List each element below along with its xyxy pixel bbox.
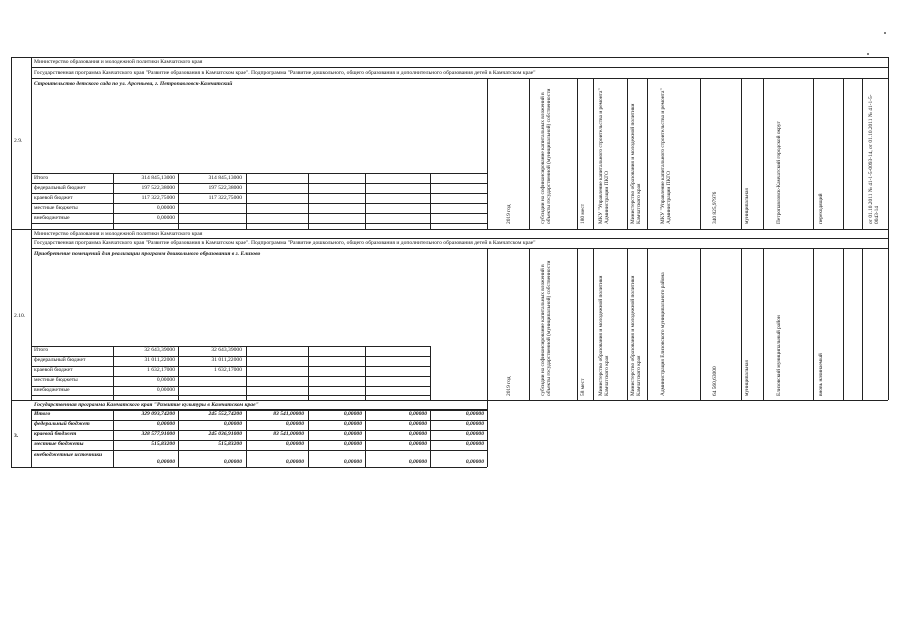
section2-funding-total: 0,00000 <box>156 377 175 383</box>
section1-vertical-text: переходящий <box>818 193 824 224</box>
section3-cell-value: 0,00000 <box>465 459 484 465</box>
section2-funding-row-line <box>31 376 430 377</box>
section3-cell-value: 0,00000 <box>465 441 484 447</box>
section1-vertical-text: субсидии на софинансирование капитальных вложений в объекты государственной (муниципальной) собственности <box>540 88 552 224</box>
section1-funding-total: 0,00000 <box>156 215 175 221</box>
section2-detail-col-line <box>862 248 863 400</box>
section1-funding-year: 117 322,75000 <box>208 195 242 201</box>
section1-funding-row-line <box>31 203 487 204</box>
section2-funding-label: федеральный бюджет <box>34 357 86 363</box>
section3-cell-value: 515,83200 <box>218 441 242 447</box>
section2-funding-total: 32 643,39000 <box>144 347 175 353</box>
section2-funding-label: краевой бюджет <box>34 367 73 373</box>
section3-row-label: федеральный бюджет <box>34 421 90 427</box>
section3-cell-value: 245 552,74200 <box>208 411 242 417</box>
section2-detail-col-line <box>487 248 488 400</box>
section1-funding-year: 197 522,38000 <box>208 185 242 191</box>
section3-cell-value: 515,83200 <box>151 441 175 447</box>
section2-detail-col-line <box>813 248 814 400</box>
section1-detail-col-line <box>627 78 628 229</box>
section2-funding-row-line <box>31 395 430 396</box>
section1-funding-total: 0,00000 <box>156 205 175 211</box>
section3-cell-value: 0,00000 <box>285 459 304 465</box>
section3-cell-value: 83 541,00000 <box>273 411 304 417</box>
scan-speck <box>867 53 869 55</box>
section1-ministry-title: Министерство образования и молодежной политики Камчатского края <box>34 59 203 65</box>
section1-funding-label: федеральный бюджет <box>34 185 86 191</box>
section3-cell-value: 245 036,91000 <box>208 431 242 437</box>
section3-cell-value: 0,00000 <box>343 441 362 447</box>
section3-col-line <box>31 409 32 467</box>
section3-cell-value: 0,00000 <box>465 411 484 417</box>
section2-funding-col-line <box>308 346 309 400</box>
section1-funding-label: краевой бюджет <box>34 195 73 201</box>
section1-program-rule <box>31 78 888 79</box>
section3-cell-value: 0,00000 <box>285 421 304 427</box>
section3-cell-value: 0,00000 <box>285 441 304 447</box>
section2-funding-year: 32 643,39000 <box>211 347 242 353</box>
section3-cell-value: 0,00000 <box>156 459 175 465</box>
section1-detail-col-line <box>741 78 742 229</box>
section1-funding-total: 117 322,75000 <box>141 195 175 201</box>
section1-ministry-rule <box>31 67 888 68</box>
section3-cell-value: 0,00000 <box>465 431 484 437</box>
section2-detail-col-line <box>741 248 742 400</box>
left-frame-line <box>11 57 12 468</box>
section3-cell-value: 0,00000 <box>223 459 242 465</box>
section3-cell-value: 0,00000 <box>156 421 175 427</box>
section1-vertical-text: 2019 год <box>506 204 512 224</box>
section1-object-title: Строительство детского сада по ул. Арсеньева, г. Петропавловск-Камчатский <box>34 81 233 87</box>
section2-funding-col-line <box>178 346 179 400</box>
section3-cell-value: 328 577,91000 <box>141 431 175 437</box>
section1-vertical-text: Петропавловск-Камчатский городской округ <box>776 121 782 224</box>
section2-vertical-text: муниципальная <box>744 360 750 396</box>
section1-row-number: 2.9. <box>14 138 23 144</box>
scan-speck <box>884 32 886 34</box>
section3-cell-value: 0,00000 <box>343 411 362 417</box>
section2-vertical-text: вновь начинаемый <box>818 353 824 396</box>
section1-detail-col-line <box>888 78 889 229</box>
section2-ministry-title: Министерство образования и молодежной политики Камчатского края <box>34 231 203 237</box>
section1-detail-col-line <box>700 78 701 229</box>
section1-detail-col-line <box>813 78 814 229</box>
section1-funding-total: 197 522,38000 <box>141 185 175 191</box>
section3-cell-value: 0,00000 <box>465 421 484 427</box>
section1-top-rule <box>11 57 888 58</box>
section2-funding-col-line <box>31 346 32 400</box>
section2-program-rule <box>31 248 888 249</box>
section2-ministry-rule <box>31 238 888 239</box>
section2-funding-label: местные бюджеты <box>34 377 78 383</box>
section1-vertical-text: МКУ "Управление капитального строительства и ремонта" Администрации ПКГО <box>660 88 672 224</box>
section2-row-number: 2.10. <box>14 313 26 319</box>
section2-funding-col-line <box>430 346 431 400</box>
section2-vertical-text: субсидии на софинансирование капитальных вложений в объекты государственной (муниципальной) собственности <box>540 260 552 396</box>
section1-funding-row-line <box>31 193 487 194</box>
section1-vertical-text: Министерство образования и молодежной политики Камчатского края <box>630 103 642 224</box>
section3-row-label: Итого <box>34 411 51 417</box>
section1-bottom-rule <box>11 229 888 230</box>
section1-funding-row-line <box>31 213 487 214</box>
section3-row-label: внебюджетные источники <box>34 452 103 458</box>
section2-funding-year: 1 632,17000 <box>214 367 242 373</box>
section1-funding-col-line <box>308 173 309 229</box>
section2-funding-total: 0,00000 <box>156 387 175 393</box>
section3-row-label: краевой бюджет <box>34 431 77 437</box>
section1-vertical-text: 180 мест <box>580 203 586 224</box>
section1-detail-col-line <box>577 78 578 229</box>
section1-funding-row-line <box>31 183 487 184</box>
section2-funding-total: 1 632,17000 <box>147 367 175 373</box>
section3-cell-value: 0,00000 <box>343 459 362 465</box>
section3-cell-value: 0,00000 <box>223 421 242 427</box>
section1-funding-col-line <box>31 173 32 229</box>
section1-funding-year: 314 845,13000 <box>208 175 242 181</box>
section3-program-title: Государственная программа Камчатского края "Развитие культуры в Камчатском крае" <box>34 402 259 408</box>
section3-cell-value: 0,00000 <box>408 421 427 427</box>
section1-detail-col-line <box>763 78 764 229</box>
section2-vertical-text: Администрация Елизовского муниципального района <box>660 272 666 396</box>
section1-funding-total: 314 845,13000 <box>141 175 175 181</box>
section3-cell-value: 0,00000 <box>408 459 427 465</box>
section1-funding-col-line <box>430 173 431 229</box>
section2-funding-label: Итого <box>34 347 49 353</box>
section2-detail-col-line <box>700 248 701 400</box>
section3-row-number: 3. <box>14 433 19 439</box>
section2-detail-col-line <box>763 248 764 400</box>
section2-detail-col-line <box>627 248 628 400</box>
section1-funding-col-line <box>365 173 366 229</box>
section2-detail-col-line <box>593 248 594 400</box>
section2-vertical-text: Министерство образования и молодежной политики Камчатского края <box>598 275 610 396</box>
section2-funding-year: 31 011,22000 <box>211 357 242 363</box>
section1-detail-col-line <box>862 78 863 229</box>
section1-funding-row-line <box>31 223 487 224</box>
section2-funding-label: внебюджетные <box>34 387 70 393</box>
section3-row-label: местные бюджеты <box>34 441 84 447</box>
section2-vertical-text: Елизовский муниципальный район <box>776 315 782 396</box>
section2-funding-col-line <box>365 346 366 400</box>
section2-vertical-text: Министерство образования и молодежной политики Камчатского края <box>630 275 642 396</box>
section1-detail-col-line <box>647 78 648 229</box>
section1-funding-label: внебюджетные <box>34 215 70 221</box>
section1-funding-col-line <box>246 173 247 229</box>
section1-funding-label: Итого <box>34 175 49 181</box>
section3-col-line <box>487 409 488 467</box>
section1-program-title: Государственная программа Камчатского края "Развитие образования в Камчатском крае". Подпрограмма "Развитие дошкольного, общего образования и дополнительного образования детей в Камчатском крае" <box>34 70 536 76</box>
section3-bottom-rule <box>11 467 487 468</box>
section1-vertical-text: 340 825,97976 <box>712 191 718 224</box>
section2-object-title: Приобретение помещений для реализации программ дошкольного образования в г. Елизово <box>34 251 261 257</box>
section2-funding-row-line <box>31 386 430 387</box>
section2-detail-col-line <box>647 248 648 400</box>
section1-vertical-text: МКУ "Управление капитального строительства и ремонта" Администрации ПКГО <box>598 88 610 224</box>
section2-funding-total: 31 011,22000 <box>144 357 175 363</box>
section1-funding-col-line <box>178 173 179 229</box>
section3-cell-value: 0,00000 <box>343 421 362 427</box>
section2-bottom-rule <box>11 400 888 401</box>
section1-detail-col-line <box>529 78 530 229</box>
section2-detail-col-line <box>577 248 578 400</box>
section2-funding-col-line <box>246 346 247 400</box>
section1-funding-row-line <box>31 173 487 174</box>
section1-detail-col-line <box>843 78 844 229</box>
section1-vertical-text: от 01.10.2011 № 41-1-5-0093-14, от 01.10.2011 № 41-1-5-0043-14 <box>868 94 880 224</box>
section2-detail-col-line <box>529 248 530 400</box>
section3-cell-value: 0,00000 <box>408 431 427 437</box>
section3-cell-value: 0,00000 <box>408 441 427 447</box>
section1-detail-col-line <box>487 78 488 229</box>
section2-program-title: Государственная программа Камчатского края "Развитие образования в Камчатском крае". Подпрограмма "Развитие дошкольного, общего образования и дополнительного образования детей в Камчатском крае" <box>34 240 536 246</box>
section3-cell-value: 329 093,74200 <box>141 411 175 417</box>
section3-cell-value: 0,00000 <box>408 411 427 417</box>
section3-cell-value: 0,00000 <box>343 431 362 437</box>
section2-detail-col-line <box>843 248 844 400</box>
section2-vertical-text: 64 560,63000 <box>712 366 718 396</box>
section1-detail-col-line <box>593 78 594 229</box>
section2-vertical-text: 58 мест <box>580 378 586 396</box>
section3-cell-value: 83 541,00000 <box>273 431 304 437</box>
section2-vertical-text: 2019 год <box>506 376 512 396</box>
section1-vertical-text: муниципальная <box>744 188 750 224</box>
section1-funding-label: местные бюджеты <box>34 205 78 211</box>
